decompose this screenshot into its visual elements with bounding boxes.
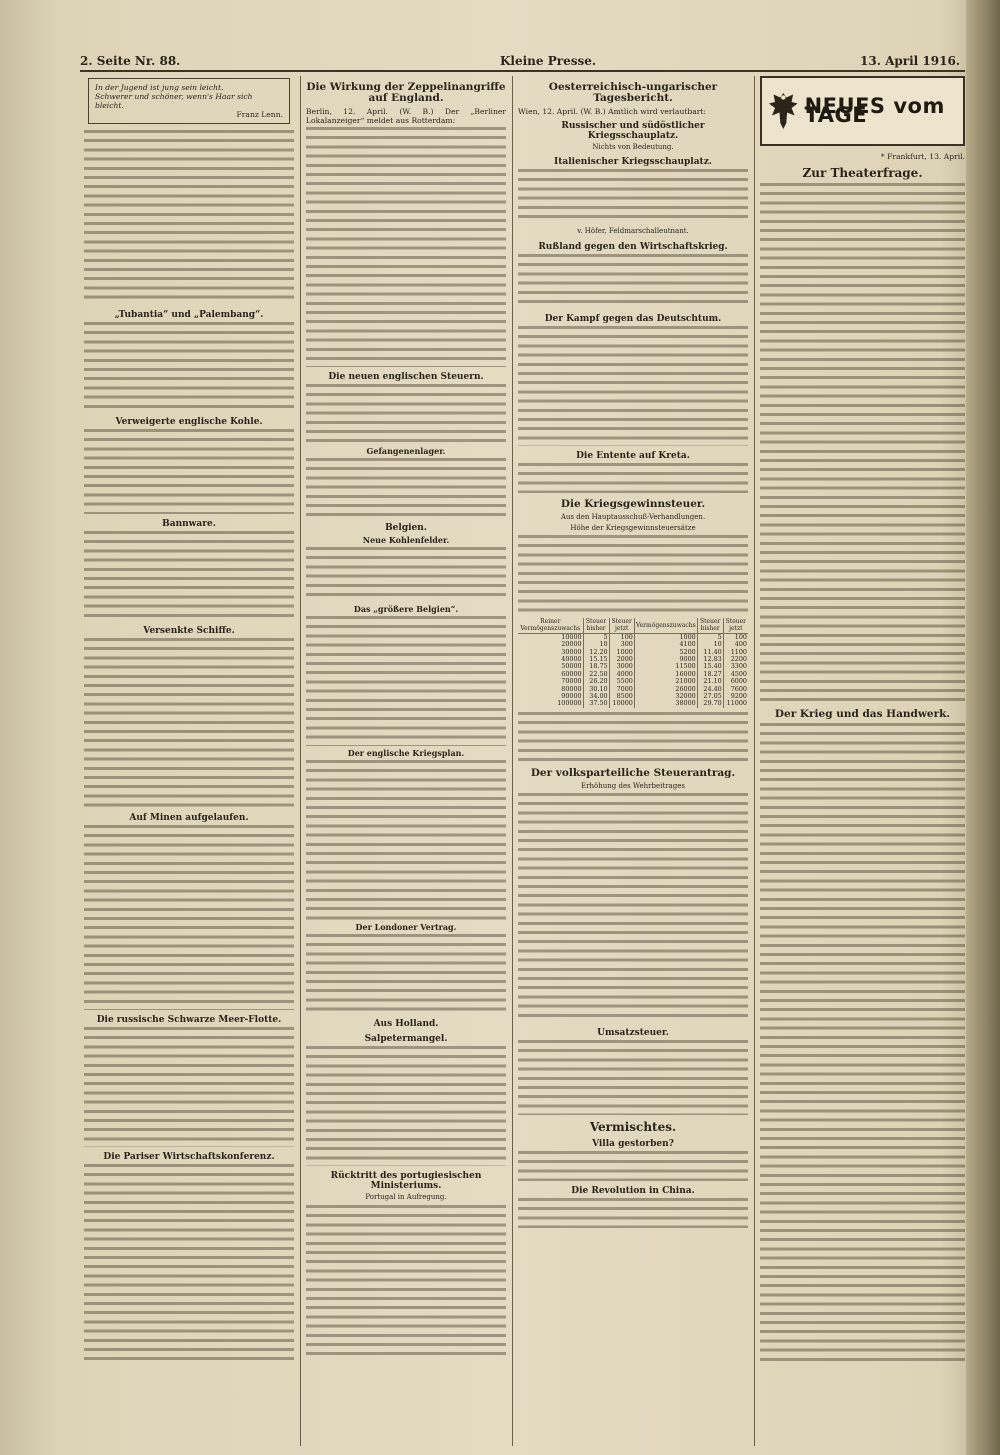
article-lead: Berlin, 12. April. (W. B.) Der „Berliner Lokalanzeiger“ meldet aus Rotterdam: [306,107,506,126]
table-cell: 3000 [609,663,634,670]
article-text [306,458,506,518]
page-number: 2. Seite Nr. 88. [80,54,181,68]
table-cell: 5200 [634,649,697,656]
article-text [306,1046,506,1166]
column-divider [300,76,301,1446]
article-lead: Wien, 12. April. (W. B.) Amtlich wird verlautbart: [518,107,707,116]
article-text [84,531,294,621]
column-3 [518,76,748,1436]
article-text [518,535,748,615]
article-text [306,616,506,746]
article-headline: Rücktritt des portugiesischen Ministeriums. [330,1171,482,1192]
article-subheadline: Portugal in Aufregung. [365,1193,447,1202]
article-headline: Die Wirkung der Zeppelinangriffe auf England. [306,81,506,104]
table-cell: 400 [723,641,748,648]
table-cell: 9000 [634,656,697,663]
table-body [518,633,748,708]
table-cell: 6000 [723,678,748,685]
table-cell: 70000 [561,677,582,686]
table-cell: 4000 [609,671,634,678]
table-cell: 30000 [561,647,582,656]
eagle-emblem-icon [766,83,801,139]
table-cell: 1100 [723,649,748,656]
motto-box [88,78,290,124]
table-cell: 29.70 [697,700,723,707]
article-text [84,825,294,1010]
article-text [518,326,748,446]
table-cell: 24.40 [697,686,723,693]
tax-rate-table [518,618,748,708]
article-text [518,712,748,762]
table-cell: 37.50 [583,700,609,707]
table-cell: 38000 [634,700,697,707]
table-cell: 30.10 [583,686,609,693]
table-header-cell: Steuer bisher [583,618,609,633]
article-headline: „Tubantia“ und „Palembang“. [114,310,264,320]
article-headline: Umsatzsteuer. [597,1028,669,1039]
article-text [306,547,506,602]
table-cell: 22.50 [583,671,609,678]
table-cell: 10 [583,641,609,648]
article-text [84,429,294,514]
table-cell: 26.20 [583,678,609,685]
article-text [306,384,506,444]
article-headline: Oesterreichisch-ungarischer Tagesbericht. [548,81,718,104]
article-headline: Die russische Schwarze Meer-Flotte. [96,1015,282,1025]
article-text [84,1164,294,1364]
article-headline: Die Entente auf Kreta. [576,450,690,461]
motto-line: Schwerer und schöner, wenn's Haar sich bleicht. [95,92,253,110]
article-headline: Villa gestorben? [592,1139,674,1150]
article-headline: Italienischer Kriegsschauplatz. [554,157,712,168]
article-subheadline: Nichts von Bedeutung. [592,143,674,152]
issue-date: 13. April 1916. [860,54,960,68]
table-cell: 100000 [557,699,582,708]
article-headline: Die neuen englischen Steuern. [328,372,484,383]
table-cell: 11500 [634,663,697,670]
article-text [518,1040,748,1115]
article-text [518,254,748,309]
table-cell: 100 [609,633,634,641]
table-cell: 10000 [561,632,582,641]
page-binding-edge [966,0,1000,1455]
article-headline: Zur Theaterfrage. [802,166,923,181]
table-cell: 1000 [634,633,697,641]
article-text [306,1205,506,1355]
dateline: * Frankfurt, 13. April. [880,152,965,161]
header-rule [80,70,965,72]
article-text [84,130,294,305]
table-cell: 2000 [609,656,634,663]
article-text [518,169,748,224]
article-headline: Verweigerte englische Kohle. [115,417,263,427]
article-text [518,463,748,493]
section-masthead [760,76,965,146]
article-headline: Gefangenenlager. [366,446,446,457]
article-headline: Die Kriegsgewinnsteuer. [560,497,706,510]
article-text [518,1151,748,1181]
table-cell: 5 [583,633,609,641]
table-cell: 7600 [723,686,748,693]
article-text [306,127,506,367]
section-title: NEUES vom TAGE [804,93,945,127]
article-headline: Salpetermangel. [364,1034,448,1045]
article-headline: Auf Minen aufgelaufen. [129,813,249,823]
article-headline: Vermischtes. [589,1120,677,1135]
table-cell: 80000 [561,684,582,693]
table-header-cell: Steuer bisher [697,618,723,633]
newspaper-name: Kleine Presse. [500,54,597,68]
article-headline: Aus Holland. [373,1019,439,1030]
table-cell: 11000 [723,700,748,707]
table-cell: 50000 [561,662,582,671]
table-cell: 10000 [609,700,634,707]
table-cell: 15.15 [583,656,609,663]
table-cell: 8500 [609,693,634,700]
article-headline: Der Londoner Vertrag. [355,922,457,933]
article-subheadline: Höhe der Kriegsgewinnsteuersätze [570,523,696,532]
table-cell: 12.20 [583,649,609,656]
table-cell: 5500 [609,678,634,685]
table-cell: 1000 [609,649,634,656]
table-cell: 60000 [561,669,582,678]
article-text [306,934,506,1014]
table-header-row [518,618,748,633]
table-cell: 12.83 [697,656,723,663]
article-text [84,1027,294,1147]
column-2 [306,76,506,1436]
table-cell: 4100 [634,641,697,648]
article-text [84,638,294,808]
table-cell: 32000 [634,693,697,700]
article-headline: Russischer und südöstlicher Kriegsschauplatz. [561,121,705,142]
article-text [518,1198,748,1228]
table-cell: 15.40 [697,663,723,670]
article-text [760,723,965,1363]
table-cell: 34.00 [583,693,609,700]
table-cell: 90000 [561,692,582,701]
article-headline: Der volksparteiliche Steuerantrag. [530,766,736,779]
article-headline: Belgien. [385,523,427,534]
column-divider [754,76,755,1446]
article-subheadline: Aus den Hauptausschuß-Verhandlungen. [560,512,706,521]
table-cell: 16000 [634,671,697,678]
table-cell: 11.40 [697,649,723,656]
column-1 [84,76,294,1436]
table-cell: 300 [609,641,634,648]
table-cell: 21000 [634,678,697,685]
article-headline: Bannware. [162,519,216,529]
article-text [306,760,506,920]
table-cell: 21.10 [697,678,723,685]
article-headline: Der Kampf gegen das Deutschtum. [544,313,722,324]
article-text [84,322,294,412]
table-cell: 18.27 [697,671,723,678]
table-cell: 5 [697,633,723,641]
table-cell: 9200 [723,693,748,700]
table-cell: 20000 [561,640,582,649]
table-cell: 27.05 [697,693,723,700]
table-cell: 3300 [723,663,748,670]
page-header [80,54,960,70]
table-cell: 100 [723,633,748,641]
table-row [518,700,748,707]
article-subheadline: Erhöhung des Wehrbeitrages [581,781,685,790]
table-header-cell: Reiner Vermögenszuwachs [518,618,583,633]
article-text [760,183,965,703]
article-headline: Das „größere Belgien“. [353,604,459,615]
table-cell: 40000 [561,655,582,664]
table-header-cell: Steuer jetzt [723,618,748,633]
table-cell: 10 [697,641,723,648]
table-header-cell: Steuer jetzt [609,618,634,633]
signature: v. Höfer, Feldmarschalleutnant. [577,227,689,236]
table-cell: 4500 [723,671,748,678]
article-headline: Der Krieg und das Handwerk. [774,708,951,721]
article-headline: Versenkte Schiffe. [143,626,235,636]
article-text [518,793,748,1023]
motto-author: Franz Lenn. [236,110,283,119]
article-headline: Rußland gegen den Wirtschaftskrieg. [538,241,728,252]
article-headline: Die Pariser Wirtschaftskonferenz. [103,1152,275,1162]
table-cell: 2200 [723,656,748,663]
column-4 [760,76,965,1436]
article-headline: Der englische Kriegsplan. [347,748,465,759]
motto-line: In der Jugend ist jung sein leicht. [95,83,224,92]
table-cell: 18.75 [583,663,609,670]
article-headline: Die Revolution in China. [571,1186,695,1197]
table-header-cell: Vermögenszuwachs [634,618,697,633]
column-divider [512,76,513,1446]
article-headline: Neue Kohlenfelder. [362,535,450,546]
table-cell: 7000 [609,686,634,693]
table-cell: 26000 [634,686,697,693]
